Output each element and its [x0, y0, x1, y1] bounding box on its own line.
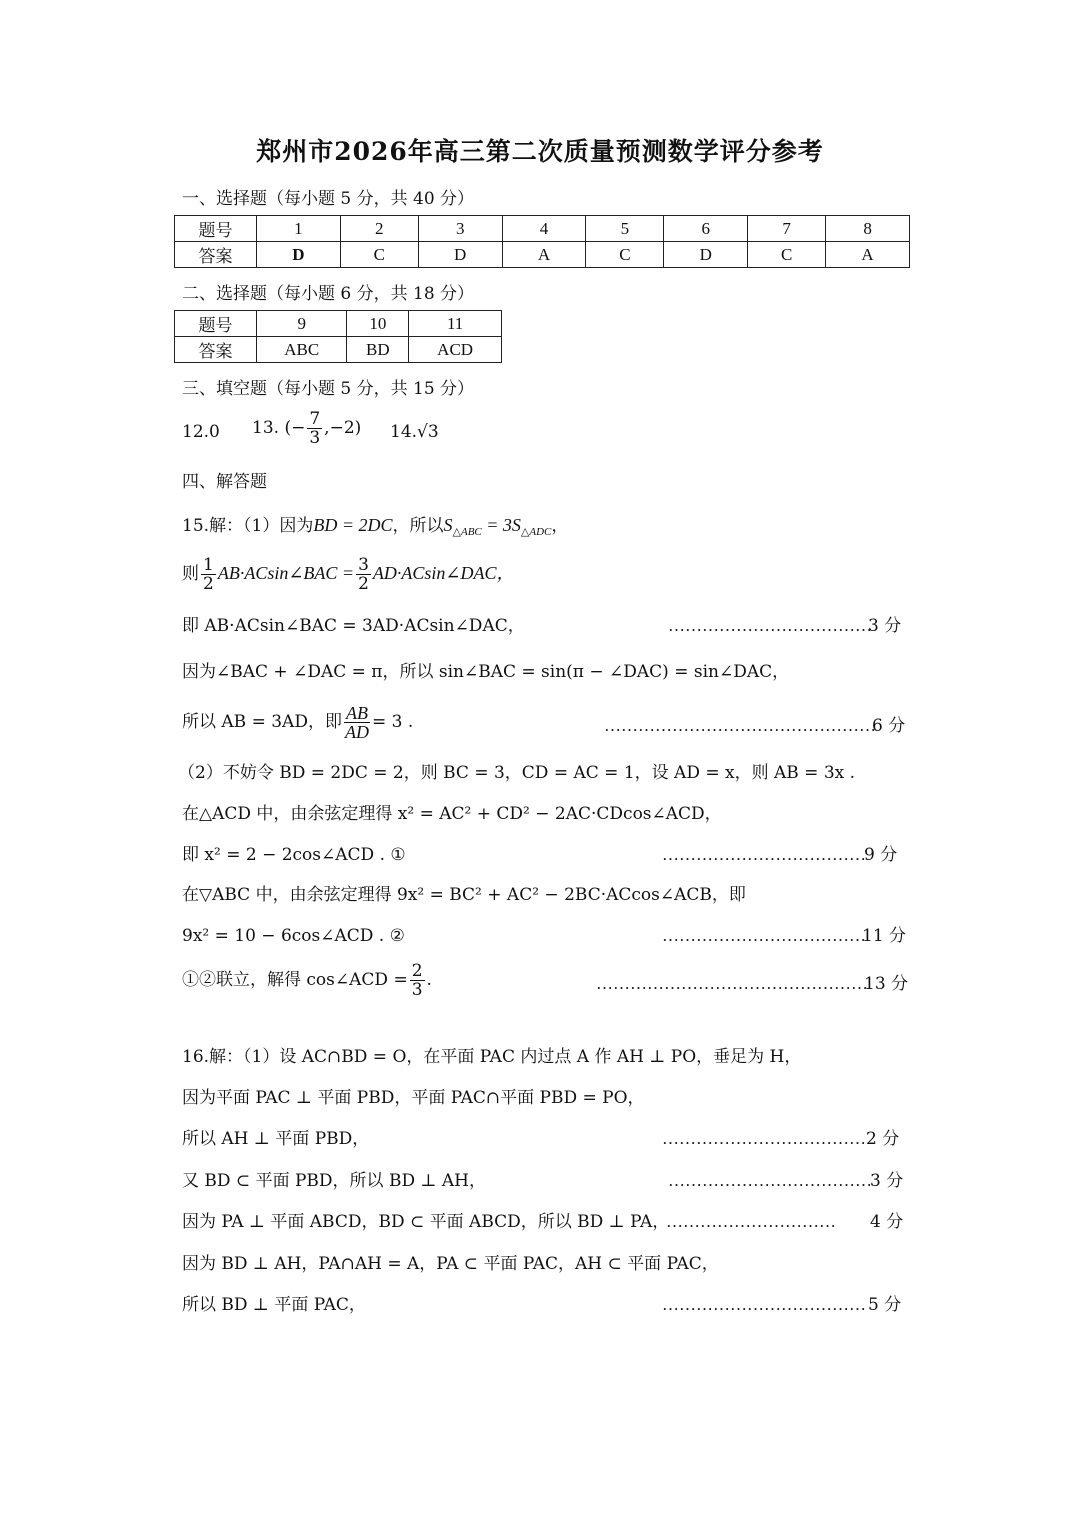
score-leader-dots: ………………………………………… — [596, 974, 868, 993]
p15-l2-math1: AB·ACsin∠BAC = — [217, 563, 355, 583]
p16-line-5: 因为 PA ⊥ 平面 ABCD，BD ⊂ 平面 ABCD，所以 BD ⊥ PA， — [182, 1212, 670, 1232]
p15-line-1 — [182, 513, 568, 544]
fill-answer-13 — [252, 410, 361, 447]
score-leader-dots: ……………………………… — [662, 926, 866, 945]
table-cell: 4 — [502, 216, 586, 242]
table-cell: 答案 — [175, 337, 257, 363]
table-cell: 10 — [347, 311, 409, 337]
score-mark: 11 分 — [862, 926, 907, 946]
score-mark: 13 分 — [864, 974, 909, 994]
score-leader-dots: ………………………… — [666, 1212, 836, 1231]
p15-line-11 — [182, 962, 432, 999]
p15-l2-frac1-num: 1 — [203, 555, 214, 575]
p15-line-7: 在△ACD 中，由余弦定理得 x² = AC² + CD² − 2AC·CDcos∠ACD， — [182, 804, 722, 824]
table-cell: A — [826, 242, 910, 268]
score-mark: 2 分 — [866, 1129, 900, 1149]
score-mark: 3 分 — [868, 616, 902, 636]
table-cell: ABC — [257, 337, 347, 363]
p15-l1-text2: ，所以 — [392, 516, 444, 536]
fill-13-numerator: 7 — [309, 409, 321, 429]
p16-line-7: 所以 BD ⊥ 平面 PAC， — [182, 1295, 366, 1315]
p15-line-2 — [182, 556, 514, 593]
table-cell: 6 — [664, 216, 748, 242]
table-cell: 11 — [409, 311, 502, 337]
table-cell: BD — [347, 337, 409, 363]
score-leader-dots: ……………………………… — [668, 1171, 872, 1190]
table-cell: 题号 — [175, 216, 257, 242]
p15-l11-text: ①②联立，解得 cos∠ACD = — [182, 970, 408, 990]
p16-line-2: 因为平面 PAC ⊥ 平面 PBD，平面 PAC∩平面 PBD = PO， — [182, 1088, 645, 1108]
p15-l11-frac-num: 2 — [411, 961, 423, 981]
p15-l11-frac-den: 3 — [411, 980, 423, 1000]
table-cell: 2 — [340, 216, 418, 242]
table-cell: D — [418, 242, 502, 268]
p15-l1-comma: ， — [551, 516, 569, 536]
p15-l11-frac — [410, 962, 425, 999]
p15-l5-frac-num: AB — [345, 703, 368, 723]
p15-line-5 — [182, 704, 413, 741]
table-cell: 9 — [257, 311, 347, 337]
table-cell: C — [748, 242, 826, 268]
answer-table-1 — [174, 215, 910, 268]
table-cell: D — [664, 242, 748, 268]
table-cell: C — [340, 242, 418, 268]
p15-l5-text: 所以 AB = 3AD，即 — [182, 712, 342, 732]
p16-line-3: 所以 AH ⊥ 平面 PBD， — [182, 1129, 370, 1149]
p15-line-9: 在▽ABC 中，由余弦定理得 9x² = BC² + AC² − 2BC·ACcos∠ACB，即 — [182, 885, 746, 905]
fill-14-value: √3 — [417, 422, 439, 442]
score-mark: 9 分 — [864, 845, 898, 865]
fill-13-fraction — [307, 410, 322, 447]
p15-l5-eq: = 3 . — [371, 712, 414, 732]
score-mark: 6 分 — [872, 716, 906, 736]
score-leader-dots: ……………………………… — [668, 616, 872, 635]
p16-line-6: 因为 BD ⊥ AH，PA∩AH = A，PA ⊂ 平面 PAC，AH ⊂ 平面 PAC， — [182, 1254, 719, 1274]
p15-l2-frac2-num: 3 — [358, 555, 369, 575]
fill-answer-12: 12.0 — [182, 422, 220, 442]
table-cell: 1 — [257, 216, 341, 242]
p15-l1-sub1: △ABC — [452, 526, 482, 538]
score-leader-dots: ………………………………………… — [604, 716, 876, 735]
fill-13-pre: (− — [284, 418, 306, 438]
p16-line-4: 又 BD ⊂ 平面 PBD，所以 BD ⊥ AH， — [182, 1171, 486, 1191]
p15-line-8: 即 x² = 2 − 2cos∠ACD . ① — [182, 845, 406, 865]
table-cell: 7 — [748, 216, 826, 242]
answer-table-2 — [174, 310, 502, 363]
p15-l1-math: BD = 2DC — [313, 515, 393, 535]
section-2-heading: 二、选择题（每小题 6 分，共 18 分） — [182, 284, 475, 304]
p15-l1-text: 15.解：（1）因为 — [182, 516, 314, 536]
table-cell: C — [586, 242, 664, 268]
p15-line-10: 9x² = 10 − 6cos∠ACD . ② — [182, 926, 405, 946]
table-cell: 3 — [418, 216, 502, 242]
table-cell: D — [257, 242, 341, 268]
score-leader-dots: ……………………………… — [662, 1295, 866, 1314]
p15-l2-frac2 — [356, 556, 371, 593]
p15-l2-frac2-den: 2 — [358, 574, 369, 594]
table-cell: 答案 — [175, 242, 257, 268]
table-row — [175, 242, 910, 268]
score-leader-dots: ……………………………… — [662, 845, 866, 864]
p15-l1-eq: = 3S — [481, 515, 521, 535]
fill-13-post: ,−2) — [324, 418, 362, 438]
p15-line-6: （2）不妨令 BD = 2DC = 2，则 BC = 3，CD = AC = 1，设 AD = x，则 AB = 3x . — [178, 763, 856, 783]
table-cell: 5 — [586, 216, 664, 242]
p15-l2-math2: AD·ACsin∠DAC， — [372, 563, 515, 583]
p15-l2-frac1-den: 2 — [203, 574, 214, 594]
table-cell: 题号 — [175, 311, 257, 337]
p15-l5-frac-den: AD — [344, 722, 369, 742]
table-cell: ACD — [409, 337, 502, 363]
fill-13-label: 13. — [252, 418, 280, 438]
table-row — [175, 337, 502, 363]
fill-13-denominator: 3 — [309, 428, 321, 448]
p15-l2-frac1 — [201, 556, 216, 593]
p15-line-4: 因为∠BAC + ∠DAC = π，所以 sin∠BAC = sin(π − ∠DAC) = sin∠DAC， — [182, 662, 790, 682]
p15-l1-s: S — [443, 515, 453, 535]
section-4-heading: 四、解答题 — [182, 472, 267, 492]
p15-l2-text: 则 — [182, 564, 199, 584]
page-title: 郑州市2026年高三第二次质量预测数学评分参考 — [256, 137, 824, 166]
p15-l11-period: . — [426, 970, 432, 990]
score-mark: 4 分 — [870, 1212, 904, 1232]
p15-l5-frac — [344, 704, 370, 741]
score-leader-dots: ……………………………… — [662, 1129, 866, 1148]
p16-line-1: 16.解：（1）设 AC∩BD = O，在平面 PAC 内过点 A 作 AH ⊥ PO，垂足为 H， — [182, 1047, 802, 1067]
p15-l1-sub2: △ADC — [520, 526, 552, 538]
score-mark: 3 分 — [870, 1171, 904, 1191]
fill-14-label: 14. — [390, 422, 418, 442]
table-cell: 8 — [826, 216, 910, 242]
score-mark: 5 分 — [868, 1295, 902, 1315]
table-cell: A — [502, 242, 586, 268]
table-row — [175, 311, 502, 337]
fill-answer-14 — [390, 420, 439, 444]
section-3-heading: 三、填空题（每小题 5 分，共 15 分） — [182, 379, 475, 399]
section-1-heading: 一、选择题（每小题 5 分，共 40 分） — [182, 189, 475, 209]
table-row — [175, 216, 910, 242]
p15-line-3: 即 AB·ACsin∠BAC = 3AD·ACsin∠DAC， — [182, 616, 525, 636]
